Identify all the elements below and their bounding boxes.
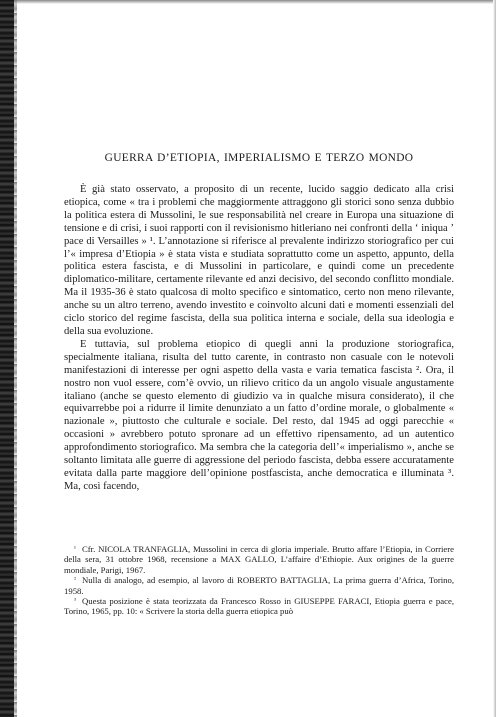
footnote-1 xyxy=(64,544,454,575)
book-page xyxy=(64,0,454,717)
footnote-2-text: Nulla di analogo, ad esempio, al lavoro di ROBERTO BATTAGLIA, La prima guerra d’Africa, Torino, 1958. xyxy=(64,575,454,596)
body-text xyxy=(64,184,454,494)
paragraph-2: E tuttavia, sul problema etiopico di quegli anni la produzione storiografica, specialmente italiana, risulta del tutto carente, in contrasto non casuale con le notevoli manifestazioni di interesse per ogni aspetto della vasta e varia tematica fascista ². Ora, il nostro non vuol essere, com’è ovvio, un rilievo critico da un angolo visuale angustamente italiano (anche se questo elemento di giudizio va in qualche misura considerato), il che equivarrebbe poi a ridurre il limite denunziato a un fatto d’ordine morale, o globalmente « nazionale », piuttosto che culturale e sociale. Del resto, dal 1945 ad oggi parecchie « occasioni » avrebbero potuto spronare ad un effettivo ripensamento, ad un autentico approfondimento storiografico. Ma sembra che la categoria dell’« imperialismo », anche se soltanto limitata alle guerre di aggressione del periodo fascista, debba essere accuratamente evitata dalla parte maggiore dell’opinione postfascista, anche democratica e illuminata ³. Ma, così facendo, xyxy=(64,338,454,492)
scan-binding-shadow xyxy=(14,0,17,717)
footnote-1-text: Cfr. NICOLA TRANFAGLIA, Mussolini in cerca di gloria imperiale. Brutto affare l’Etiopia, in Corriere della sera, 31 ottobre 1968, recensione a MAX GALLO, L’affaire d’Ethiopie. Aux origines de la guerre mondiale, Parigi, 1967. xyxy=(64,544,454,575)
footnote-3-marker: ³ xyxy=(74,597,76,605)
scan-binding-edge xyxy=(0,0,14,717)
footnote-2 xyxy=(64,575,454,596)
chapter-heading: GUERRA D’ETIOPIA, IMPERIALISMO E TERZO MONDO xyxy=(104,152,414,164)
footnote-1-marker: ¹ xyxy=(74,545,76,552)
footnote-3-text: Questa posizione è stata teorizzata da Francesco Rosso in GIUSEPPE FARACI, Etiopia guerra e pace, Torino, 1965, pp. 10: « Scrivere la storia della guerra etiopica può xyxy=(64,596,454,617)
footnote-2-marker: ² xyxy=(74,576,76,584)
paragraph-1: È già stato osservato, a proposito di un recente, lucido saggio dedicato alla crisi etiopica, come « tra i problemi che maggiormente attraggono gli storici sono senza dubbio la politica estera di Mussolini, le sue responsabilità nel creare in Europa una situazione di tensione e di crisi, i suoi rapporti con il revisionismo hitleriano nei confronti della ‘ iniqua ’ pace di Versailles » ¹. L’annotazione si riferisce al prevalente indirizzo storiografico per cui l’« impresa d’Etiopia » è stata vista e studiata soprattutto come un aspetto, appunto, della politica estera fascista, e di Mussolini in particolare, e quindi come un precedente diplomatico-militare, certamente rilevante ed anzi decisivo, del secondo conflitto mondiale. Ma il 1935-36 è stato qualcosa di molto specifico e sintomatico, certo non meno rilevante, anche su un altro terreno, avendo investito e coinvolto alcuni dati e momenti essenziali del ciclo storico del regime fascista, della sua politica interna e sociale, della sua ideologia e della sua evoluzione. xyxy=(64,184,454,337)
footnotes xyxy=(64,544,454,617)
footnote-3 xyxy=(64,596,454,617)
